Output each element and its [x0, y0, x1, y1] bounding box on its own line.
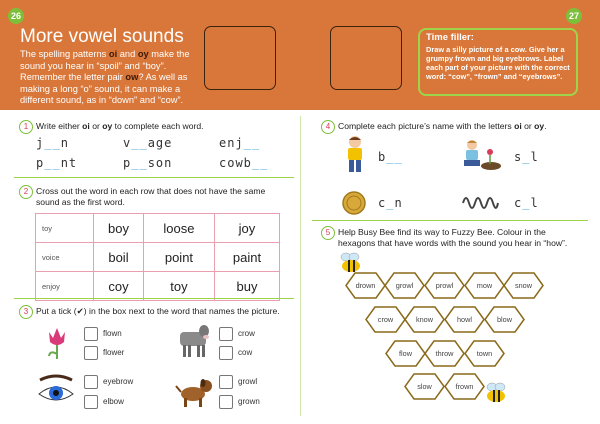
fuzzy-bee-icon — [484, 382, 508, 404]
row-key: toy — [36, 214, 94, 243]
tick-box[interactable] — [84, 395, 98, 409]
word-cell[interactable]: buy — [214, 272, 279, 301]
word-blank[interactable]: v__age — [123, 136, 173, 150]
drawing-box-right[interactable] — [330, 26, 402, 90]
hexagon-cell[interactable] — [345, 272, 386, 299]
tick-box[interactable] — [84, 346, 98, 360]
boy-icon — [343, 135, 367, 175]
word-cell[interactable]: loose — [143, 214, 214, 243]
hexagon-word: drown — [355, 281, 376, 290]
soil-icon — [458, 138, 502, 172]
hexagon-cell[interactable] — [385, 340, 426, 367]
section-divider — [14, 298, 294, 299]
hexagon-word: mow — [476, 281, 493, 290]
word-cell[interactable]: coy — [94, 272, 144, 301]
question-number: 3 — [19, 305, 33, 319]
section-divider — [14, 177, 294, 178]
header-band — [0, 0, 600, 110]
hexagon-cell[interactable] — [404, 306, 445, 333]
word-cell[interactable]: point — [143, 243, 214, 272]
word-blank[interactable]: p__nt — [36, 156, 78, 170]
hexagon-cell[interactable] — [444, 373, 485, 400]
question-4-text: Complete each picture’s name with the letters oi or oy. — [338, 121, 547, 131]
tick-box[interactable] — [219, 395, 233, 409]
word-blank[interactable]: j__n — [36, 136, 69, 150]
hexagon-cell[interactable] — [424, 340, 465, 367]
busy-bee-icon — [338, 252, 364, 274]
question-number: 1 — [19, 120, 33, 134]
hexagon-word: know — [415, 315, 434, 324]
drawing-box-left[interactable] — [204, 26, 276, 90]
hexagon-word: howl — [456, 315, 472, 324]
option-word: elbow — [103, 397, 124, 406]
option-word: growl — [238, 377, 258, 386]
table-row — [36, 214, 280, 243]
question-number: 2 — [19, 185, 33, 199]
hexagon-cell[interactable] — [444, 306, 485, 333]
row-key: voice — [36, 243, 94, 272]
option-word: grown — [238, 397, 260, 406]
option-word: crow — [238, 329, 255, 338]
option-word: eyebrow — [103, 377, 134, 386]
word-blank[interactable]: b__ — [378, 150, 403, 164]
word-blank[interactable]: s_l — [514, 150, 539, 164]
word-cell[interactable]: boil — [94, 243, 144, 272]
time-filler-box — [418, 28, 578, 96]
coil-icon — [460, 192, 500, 214]
word-blank[interactable]: c_l — [514, 196, 539, 210]
question-3-text: Put a tick (✔) in the box next to the word that names the picture. — [36, 306, 280, 316]
hexagon-cell[interactable] — [365, 306, 406, 333]
hexagon-word: prowl — [435, 281, 454, 290]
time-filler-title: Time filler: — [426, 32, 474, 43]
hexagon-word: crow — [377, 315, 394, 324]
table-row — [36, 243, 280, 272]
hexagon-cell[interactable] — [503, 272, 544, 299]
word-table — [35, 213, 280, 301]
option-word: flower — [103, 348, 125, 357]
page-number-left: 26 — [8, 8, 24, 24]
hexagon-word: slow — [417, 382, 432, 391]
option-word: cow — [238, 348, 253, 357]
hexagon-cell[interactable] — [424, 272, 465, 299]
question-5-text: Help Busy Bee find its way to Fuzzy Bee. Colour in the hexagons that have words with the sound you hear in “how”. — [338, 227, 568, 248]
hexagon-word: growl — [395, 281, 414, 290]
hexagon-word: throw — [435, 349, 454, 358]
hexagon-word: flow — [399, 349, 412, 358]
page-title: More vowel sounds — [20, 26, 184, 47]
word-blank[interactable]: p__son — [123, 156, 173, 170]
hexagon-word: frown — [455, 382, 474, 391]
coin-icon — [341, 190, 367, 216]
hexagon-cell[interactable] — [404, 373, 445, 400]
question-number: 4 — [321, 120, 335, 134]
time-filler-text: Draw a silly picture of a cow. Give her a grumpy frown and big eyebrows. Label each part of your picture with the correct word: “cow”, “frown” and “eyebrows”. — [426, 45, 570, 81]
word-cell[interactable]: paint — [214, 243, 279, 272]
tick-box[interactable] — [84, 327, 98, 341]
question-1-text: Write either oi or oy to complete each word. — [36, 121, 204, 131]
word-blank[interactable]: cowb__ — [219, 156, 269, 170]
hexagon-word: blow — [496, 315, 512, 324]
hexagon-cell[interactable] — [464, 272, 505, 299]
section-divider — [312, 220, 588, 221]
intro-text: The spelling patterns oi and oy make the sound you hear in “spoil” and “boy”. Remember the letter pair ow? As well as making a long “o” sound, it can make a different sound, as in “down” and “cow”. — [20, 49, 190, 106]
hexagon-cell[interactable] — [384, 272, 425, 299]
tick-box[interactable] — [219, 375, 233, 389]
word-cell[interactable]: joy — [214, 214, 279, 243]
dog-icon — [175, 374, 215, 408]
option-word: flown — [103, 329, 122, 338]
question-2-text: Cross out the word in each row that does not have the same sound as the first word. — [36, 186, 266, 207]
page-gutter — [300, 116, 301, 416]
question-number: 5 — [321, 226, 335, 240]
word-cell[interactable]: toy — [143, 272, 214, 301]
table-row — [36, 272, 280, 301]
tick-box[interactable] — [219, 327, 233, 341]
tick-box[interactable] — [219, 346, 233, 360]
row-key: enjoy — [36, 272, 94, 301]
hexagon-cell[interactable] — [484, 306, 525, 333]
page-number-right: 27 — [566, 8, 582, 24]
eye-icon — [36, 372, 76, 406]
word-cell[interactable]: boy — [94, 214, 144, 243]
hexagon-word: snow — [514, 281, 533, 290]
word-blank[interactable]: enj__ — [219, 136, 261, 150]
hexagon-cell[interactable] — [464, 340, 505, 367]
tick-box[interactable] — [84, 375, 98, 389]
tulip-icon — [46, 326, 68, 360]
cow-icon — [174, 322, 212, 360]
hexagon-word: town — [476, 349, 493, 358]
word-blank[interactable]: c_n — [378, 196, 403, 210]
